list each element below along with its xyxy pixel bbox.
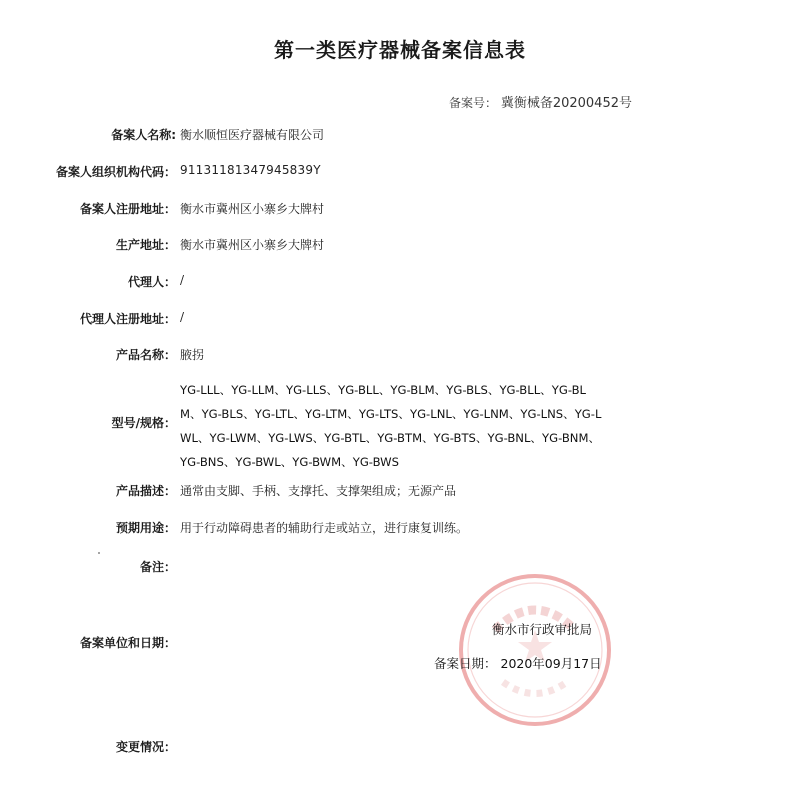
document-title: 第一类医疗器械备案信息表 bbox=[274, 38, 526, 62]
agent-value: / bbox=[180, 273, 185, 287]
record-date bbox=[434, 654, 602, 672]
record-number-label: 备案号： bbox=[448, 96, 497, 110]
agent-address-value: / bbox=[180, 310, 185, 324]
org-code-label: 备案人组织机构代码： bbox=[55, 165, 176, 179]
agent-label: 代理人： bbox=[127, 275, 176, 289]
row-intended-use bbox=[0, 519, 800, 539]
prod-address-label: 生产地址： bbox=[115, 238, 176, 252]
official-seal-stamp bbox=[455, 570, 615, 730]
description-value: 通常由支脚、手柄、支撑托、支撑架组成；无源产品 bbox=[180, 484, 457, 498]
row-filing-unit-date bbox=[0, 634, 800, 654]
row-description bbox=[0, 482, 800, 502]
model-spec-label: 型号/规格： bbox=[111, 416, 176, 430]
changes-label: 变更情况： bbox=[115, 740, 176, 754]
product-name-value: 腋拐 bbox=[180, 348, 205, 362]
org-code-value: 91131181347945839Y bbox=[180, 163, 321, 177]
record-number-value: 冀衡械备20200452号 bbox=[500, 96, 632, 111]
row-reg-address bbox=[0, 200, 800, 220]
reg-address-label: 备案人注册地址： bbox=[79, 202, 176, 216]
seal-icon bbox=[455, 570, 615, 730]
row-prod-address bbox=[0, 236, 800, 256]
product-name-label: 产品名称： bbox=[115, 348, 176, 362]
model-spec-value: YG-LLL、YG-LLM、YG-LLS、YG-BLL、YG-BLM、YG-BLS、YG-BLL、YG-BLM、YG-BLS、YG-LTL、YG-LTM、YG-LTS、YG-LNL、YG-LNM、YG-LNS、YG-LWL、YG-LWM、YG-LWS、YG-BTL、YG-BTM、YG-BTS、YG-BNL、YG-BNM、YG-BNS、YG-BWL、YG-BWM、YG-BWS bbox=[180, 383, 602, 469]
filer-name-label: 备案人名称: bbox=[111, 128, 176, 142]
prod-address-value: 衡水市冀州区小寨乡大牌村 bbox=[180, 238, 325, 252]
stamp-authority-text: 衡水市行政审批局 bbox=[492, 622, 593, 637]
row-org-code bbox=[0, 163, 800, 183]
record-number bbox=[449, 92, 632, 111]
scan-speck bbox=[98, 552, 100, 554]
description-label: 产品描述： bbox=[115, 484, 176, 498]
record-date-label: 备案日期： bbox=[434, 656, 497, 671]
intended-use-label: 预期用途： bbox=[115, 521, 176, 535]
filing-unit-date-label: 备案单位和日期： bbox=[79, 636, 176, 650]
row-product-name bbox=[0, 346, 800, 366]
row-agent-address bbox=[0, 310, 800, 330]
reg-address-value: 衡水市冀州区小寨乡大牌村 bbox=[180, 202, 325, 216]
row-agent bbox=[0, 273, 800, 293]
row-filer-name bbox=[0, 126, 800, 146]
filer-name-value: 衡水顺恒医疗器械有限公司 bbox=[180, 128, 325, 142]
row-changes bbox=[0, 738, 800, 758]
row-remarks bbox=[0, 558, 800, 578]
intended-use-value: 用于行动障碍患者的辅助行走或站立，进行康复训练。 bbox=[180, 521, 469, 535]
remarks-label: 备注： bbox=[139, 560, 176, 574]
record-date-value: 2020年09月17日 bbox=[500, 656, 602, 671]
agent-address-label: 代理人注册地址： bbox=[79, 312, 176, 326]
